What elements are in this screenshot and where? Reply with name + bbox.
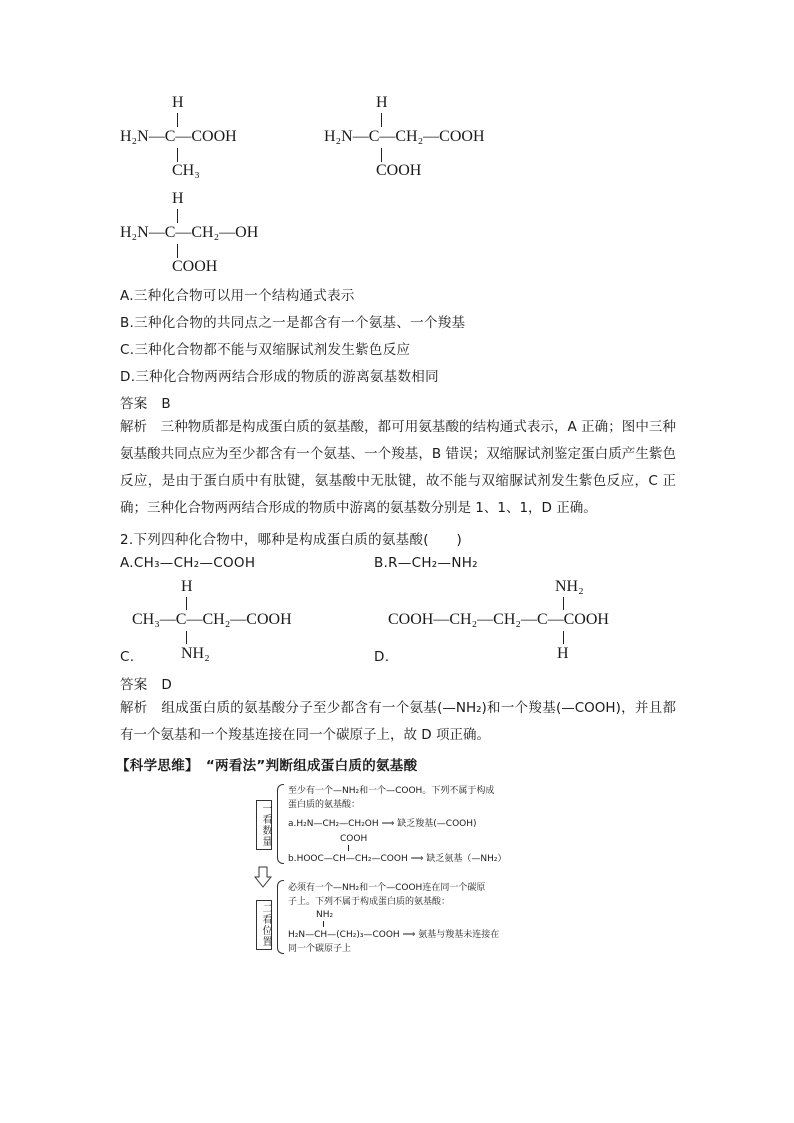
s3-bond-bottom [177,244,178,258]
s3-main: H₂N—C—CH₂—OH [120,224,259,241]
q2d-bond-bottom [563,631,564,644]
b2-line2: 子上。下列不属于构成蛋白质的氨基酸： [288,897,451,907]
q2c-top: H [181,578,193,595]
b1-line1: 至少有一个—NH₂和一个—COOH。下列不属于构成 [288,786,495,796]
b2-line4: 同一个碳原子上 [288,944,352,954]
box-count [256,800,272,850]
q1-option-a: A.三种化合物可以用一个结构通式表示 [120,288,355,304]
q2c-main: CH₃—C—CH₂—COOH [132,611,292,628]
science-thinking-title: 【科学思维】 “两看法”判断组成蛋白质的氨基酸 [116,758,418,774]
q2-option-b: B.R—CH₂—NH₂ [374,555,478,571]
q2c-bottom: NH₂ [181,645,210,662]
brace-2 [277,880,284,954]
q1-option-d: D.三种化合物两两结合形成的物质的游离氨基数相同 [120,369,439,385]
s1-h: H [172,94,184,111]
down-arrow-icon [254,866,272,888]
b1-line2: 蛋白质的氨基酸： [288,800,361,810]
s1-bond-bottom [177,148,178,162]
s1-bond-top [177,113,178,127]
b1-a: a.H₂N—CH₂—CH₂OH ⟹ 缺乏羧基(—COOH) [288,819,477,829]
q2-answer: 答案 D [120,677,173,693]
q2d-main: COOH—CH₂—CH₂—C—COOH [388,611,609,628]
s1-main: H₂N—C—COOH [120,128,237,145]
q2d-bottom: H [557,645,569,662]
box-position [256,900,272,950]
q1-analysis: 解析 三种物质都是构成蛋白质的氨基酸，都可用氨基酸的结构通式表示，A 正确；图中三种氨基酸共同点应为至少都含有一个氨基、一个羧基，B 错误；双缩脲试剂鉴定蛋白质产生紫色反应，是由于蛋白质中有肽键，氨基酸中无肽键，故不能与双缩脲试剂发生紫色反应，C 正确；三种化合物两两结合形成的物质中游离的氨基数分别是 1、1、1，D 正确。 [120,419,676,516]
q2c-bond-top [186,597,187,610]
q2c-bond-bottom [186,631,187,644]
s2-bottom: COOH [376,162,422,179]
s2-bond-bottom [381,148,382,162]
box-count-label: 一看数量 [260,803,271,847]
q2c-label: C. [120,649,135,665]
s3-bond-top [177,209,178,223]
q2d-top: NH₂ [555,578,584,595]
s3-bottom: COOH [172,258,218,275]
s2-h: H [376,94,388,111]
s3-h: H [172,190,184,207]
brace-1 [277,784,284,864]
q2-stem: 2.下列四种化合物中，哪种是构成蛋白质的氨基酸( ) [120,532,463,548]
b2-top: NH₂ [316,910,334,920]
q1-answer: 答案 B [120,396,171,412]
q2d-bond-top [563,597,564,610]
q2-analysis: 解析 组成蛋白质的氨基酸分子至少都含有一个氨基(—NH₂)和一个羧基(—COOH)，并且都有一个氨基和一个羧基连接在同一个碳原子上，故 D 项正确。 [120,700,676,743]
s2-main: H₂N—C—CH₂—COOH [324,128,485,145]
s2-bond-top [381,113,382,127]
b2-line1: 必须有一个—NH₂和一个—COOH连在同一个碳原 [288,883,486,893]
b1-b-top: COOH [340,834,368,844]
q2-option-a: A.CH₃—CH₂—COOH [120,555,256,571]
b1-b: b.HOOC—CH—CH₂—COOH ⟹ 缺乏氨基（—NH₂） [288,854,507,864]
box-position-label: 二看位置 [260,903,271,947]
q1-option-b: B.三种化合物的共同点之一是都含有一个氨基、一个羧基 [120,315,466,331]
s1-bottom: CH₃ [172,162,200,179]
b2-main: H₂N—CH—(CH₂)₃—COOH ⟹ 氨基与羧基未连接在 [288,930,500,940]
q2d-label: D. [374,649,390,665]
q1-option-c: C.三种化合物都不能与双缩脲试剂发生紫色反应 [120,342,411,358]
